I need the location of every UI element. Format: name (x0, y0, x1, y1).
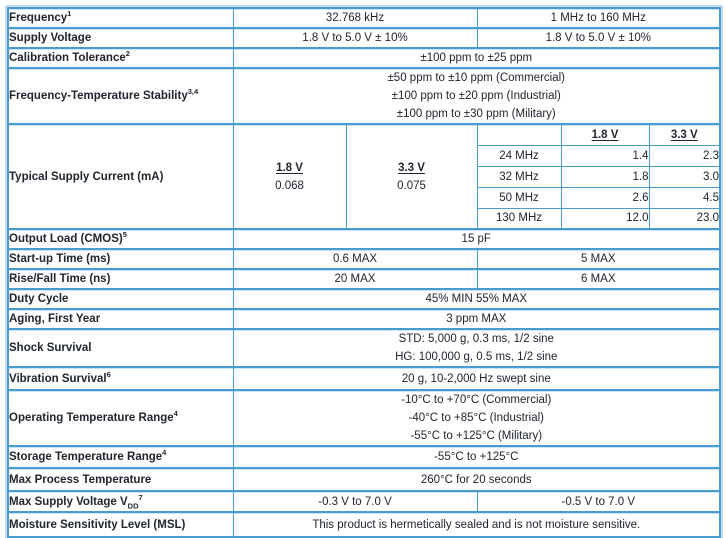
subtable-header-33v-text: 3.3 V (670, 128, 698, 141)
label-text: Aging, First Year (9, 313, 101, 325)
row-aging (8, 309, 720, 329)
label-text: Operating Temperature Range (9, 412, 174, 424)
shock-survival-value (233, 329, 720, 367)
footnote-sup: 7 (138, 492, 143, 502)
label-text: Typical Supply Current (mA) (9, 170, 164, 183)
footnote-sup: 6 (106, 369, 111, 379)
operating-temp-commercial: -10°C to +70°C (Commercial) (401, 394, 552, 406)
label-text: Shock Survival (9, 342, 92, 354)
supply-voltage-mhz-value: 1.8 V to 5.0 V ± 10% (477, 28, 720, 48)
msl-label (8, 512, 233, 537)
footnote-sup: 4 (173, 409, 178, 419)
label-text: Duty Cycle (9, 293, 69, 305)
shock-line-std: STD: 5,000 g, 0.3 ms, 1/2 sine (398, 333, 554, 345)
duty-cycle-label (8, 289, 233, 309)
startup-time-mhz-value: 5 MAX (477, 249, 720, 269)
calibration-tolerance-label (8, 48, 233, 68)
operating-temp-label (8, 390, 233, 446)
shock-survival-label (8, 329, 233, 367)
vibration-survival-label (8, 367, 233, 390)
output-load-value: 15 pF (233, 229, 720, 249)
stability-line-commercial: ±50 ppm to ±10 ppm (Commercial) (387, 72, 566, 84)
row-duty-cycle (8, 289, 720, 309)
row-supply-voltage (8, 28, 720, 48)
operating-temp-military: -55°C to +125°C (Military) (410, 430, 543, 442)
footnote-sup: 4 (162, 448, 167, 458)
frequency-mhz-value: 1 MHz to 160 MHz (477, 8, 720, 28)
row-max-supply-voltage (8, 491, 720, 512)
row-vibration-survival (8, 367, 720, 390)
label-text: Frequency (9, 12, 68, 24)
subtable-current-18v: 12.0 (561, 208, 649, 229)
freq-temp-stability-label (8, 68, 233, 124)
label-text: Start-up Time (ms) (9, 253, 111, 265)
calibration-tolerance-value: ±100 ppm to ±25 ppm (233, 48, 720, 68)
spec-table (7, 7, 721, 538)
supply-voltage-khz-value: 1.8 V to 5.0 V ± 10% (233, 28, 477, 48)
row-shock-survival (8, 329, 720, 367)
subtable-current-33v: 2.3 (649, 145, 720, 166)
label-text: Calibration Tolerance (9, 52, 126, 64)
row-output-load (8, 229, 720, 249)
storage-temp-label (8, 446, 233, 468)
output-load-label (8, 229, 233, 249)
subtable-current-33v: 4.5 (649, 187, 720, 208)
row-storage-temp (8, 446, 720, 468)
subtable-freq: 130 MHz (477, 208, 561, 229)
startup-time-khz-value: 0.6 MAX (233, 249, 477, 269)
operating-temp-value (233, 390, 720, 446)
label-text: Frequency-Temperature Stability (9, 90, 188, 102)
max-supply-voltage-label (8, 491, 233, 512)
current-value-18v: 0.068 (275, 179, 304, 192)
duty-cycle-value: 45% MIN 55% MAX (233, 289, 720, 309)
label-text: Vibration Survival (9, 372, 107, 385)
rise-fall-mhz-value: 6 MAX (477, 269, 720, 289)
vdd-subscript: DD (127, 500, 139, 510)
footnote-sup: 1 (67, 9, 72, 19)
row-freq-temp-stability (8, 68, 720, 124)
row-msl (8, 512, 720, 537)
supply-current-khz-33v-cell (346, 124, 477, 229)
max-process-temp-label (8, 468, 233, 491)
storage-temp-value: -55°C to +125°C (233, 446, 720, 468)
aging-label (8, 309, 233, 329)
rise-fall-time-label (8, 269, 233, 289)
subtable-current-33v: 3.0 (649, 166, 720, 187)
msl-value: This product is hermetically sealed and is not moisture sensitive. (233, 512, 720, 537)
row-operating-temp (8, 390, 720, 446)
label-text: Output Load (CMOS) (9, 233, 123, 245)
max-supply-khz-value: -0.3 V to 7.0 V (233, 491, 477, 512)
row-max-process-temp (8, 468, 720, 491)
subtable-freq: 32 MHz (477, 166, 561, 187)
row-calibration-tolerance (8, 48, 720, 68)
aging-value: 3 ppm MAX (233, 309, 720, 329)
stability-line-industrial: ±100 ppm to ±20 ppm (Industrial) (391, 90, 561, 102)
row-startup-time (8, 249, 720, 269)
freq-temp-stability-value (233, 68, 720, 124)
voltage-header-33v: 3.3 V (398, 161, 425, 174)
current-value-33v: 0.075 (397, 179, 426, 192)
label-text: Storage Temperature Range (9, 451, 163, 463)
footnote-sup: 2 (125, 49, 130, 59)
max-supply-mhz-value: -0.5 V to 7.0 V (477, 491, 720, 512)
row-supply-current (8, 124, 720, 145)
shock-line-hg: HG: 100,000 g, 0.5 ms, 1/2 sine (395, 351, 558, 363)
row-rise-fall-time (8, 269, 720, 289)
label-text: Supply Voltage (9, 32, 92, 44)
subtable-current-18v: 1.8 (561, 166, 649, 187)
label-text: Moisture Sensitivity Level (MSL) (9, 518, 186, 531)
subtable-current-18v: 1.4 (561, 145, 649, 166)
subtable-header-33v (649, 124, 720, 145)
vibration-survival-value: 20 g, 10-2,000 Hz swept sine (233, 367, 720, 390)
subtable-header-18v-text: 1.8 V (591, 128, 619, 141)
subtable-current-33v: 23.0 (649, 208, 720, 229)
subtable-corner-cell (477, 124, 561, 145)
subtable-freq: 50 MHz (477, 187, 561, 208)
row-frequency (8, 8, 720, 28)
rise-fall-khz-value: 20 MAX (233, 269, 477, 289)
subtable-header-18v (561, 124, 649, 145)
footnote-sup: 3,4 (187, 87, 199, 97)
stability-line-military: ±100 ppm to ±30 ppm (Military) (396, 108, 556, 120)
frequency-khz-value: 32.768 kHz (233, 8, 477, 28)
subtable-current-18v: 2.6 (561, 187, 649, 208)
max-process-temp-value: 260°C for 20 seconds (233, 468, 720, 491)
operating-temp-industrial: -40°C to +85°C (Industrial) (408, 412, 544, 424)
subtable-freq: 24 MHz (477, 145, 561, 166)
footnote-sup: 5 (122, 230, 127, 240)
supply-current-label (8, 124, 233, 229)
label-text: Rise/Fall Time (ns) (9, 273, 111, 285)
frequency-label (8, 8, 233, 28)
supply-voltage-label (8, 28, 233, 48)
label-text: Max Process Temperature (9, 473, 152, 486)
supply-current-khz-18v-cell (233, 124, 346, 229)
label-text: Max Supply Voltage V (9, 495, 128, 508)
voltage-header-18v: 1.8 V (276, 161, 303, 174)
startup-time-label (8, 249, 233, 269)
